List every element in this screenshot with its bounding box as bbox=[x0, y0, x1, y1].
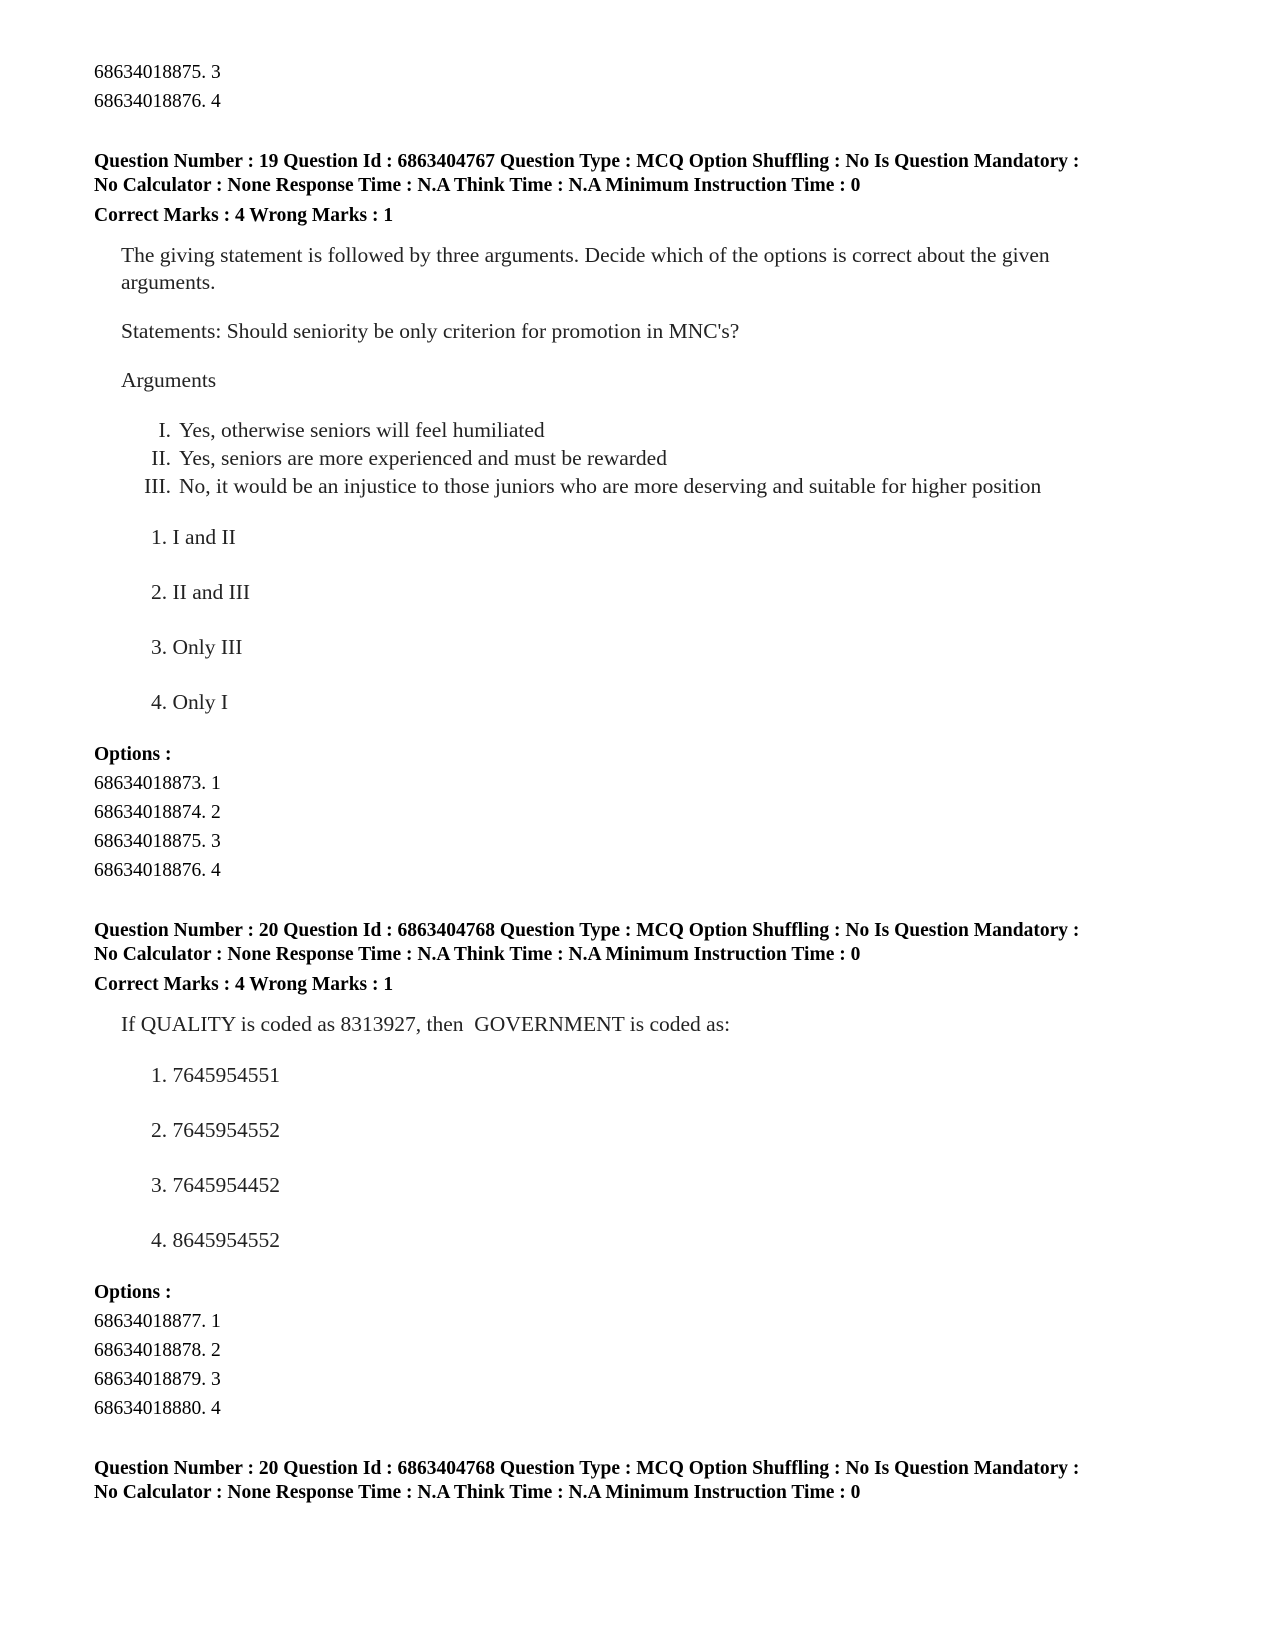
arguments-list bbox=[121, 416, 1204, 500]
question-intro-line: arguments. bbox=[121, 270, 216, 294]
argument-number: I. bbox=[158, 418, 171, 442]
answer-choice: 1. I and II bbox=[151, 525, 236, 549]
option-line: 68634018880. 4 bbox=[94, 1398, 221, 1419]
argument-text: Yes, otherwise seniors will feel humiliated bbox=[179, 418, 545, 442]
question-meta: No Calculator : None Response Time : N.A Think Time : N.A Minimum Instruction Time : 0 bbox=[94, 1482, 861, 1503]
answer-choice: 1. 7645954551 bbox=[151, 1063, 280, 1087]
argument-number: II. bbox=[151, 446, 171, 470]
question-meta: Question Number : 19 Question Id : 6863404767 Question Type : MCQ Option Shuffling : No Is Question Mandatory : bbox=[94, 151, 1080, 172]
answer-choice: 2. 7645954552 bbox=[151, 1118, 280, 1142]
option-line: 68634018876. 4 bbox=[94, 91, 221, 112]
option-line: 68634018875. 3 bbox=[94, 62, 221, 83]
option-line: 68634018879. 3 bbox=[94, 1369, 221, 1390]
arguments-label: Arguments bbox=[121, 368, 217, 392]
document-page bbox=[94, 58, 1204, 1505]
argument-item bbox=[121, 444, 1204, 472]
answer-choice: 4. 8645954552 bbox=[151, 1228, 280, 1252]
argument-text: No, it would be an injustice to those juniors who are more deserving and suitable for higher position bbox=[179, 474, 1042, 498]
option-line: 68634018877. 1 bbox=[94, 1311, 221, 1332]
question-meta: Question Number : 20 Question Id : 6863404768 Question Type : MCQ Option Shuffling : No Is Question Mandatory : bbox=[94, 920, 1080, 941]
question-text: If QUALITY is coded as 8313927, then GOVERNMENT is coded as: bbox=[121, 1012, 731, 1036]
answer-choice: 3. Only III bbox=[151, 635, 243, 659]
argument-number: III. bbox=[144, 474, 171, 498]
question-marks: Correct Marks : 4 Wrong Marks : 1 bbox=[94, 205, 394, 226]
question-intro-line: The giving statement is followed by three arguments. Decide which of the options is correct about the given bbox=[121, 243, 1050, 267]
option-line: 68634018878. 2 bbox=[94, 1340, 221, 1361]
options-label: Options : bbox=[94, 744, 172, 765]
question-body bbox=[121, 1011, 1204, 1268]
question-statement: Statements: Should seniority be only criterion for promotion in MNC's? bbox=[121, 319, 740, 343]
question-20 bbox=[94, 919, 1204, 1423]
question-body bbox=[121, 242, 1204, 730]
argument-item bbox=[121, 472, 1204, 500]
answer-choice: 3. 7645954452 bbox=[151, 1173, 280, 1197]
option-line: 68634018876. 4 bbox=[94, 860, 221, 881]
question-20-repeat bbox=[94, 1457, 1204, 1505]
options-label: Options : bbox=[94, 1282, 172, 1303]
answer-choice: 2. II and III bbox=[151, 580, 251, 604]
question-intro bbox=[121, 242, 1204, 296]
carryover-options bbox=[94, 58, 1204, 116]
question-19 bbox=[94, 150, 1204, 885]
argument-text: Yes, seniors are more experienced and must be rewarded bbox=[179, 446, 667, 470]
option-line: 68634018874. 2 bbox=[94, 802, 221, 823]
question-meta: Question Number : 20 Question Id : 6863404768 Question Type : MCQ Option Shuffling : No Is Question Mandatory : bbox=[94, 1458, 1080, 1479]
question-marks: Correct Marks : 4 Wrong Marks : 1 bbox=[94, 974, 394, 995]
argument-item bbox=[121, 416, 1204, 444]
answer-choices bbox=[121, 1048, 1204, 1268]
answer-choice: 4. Only I bbox=[151, 690, 229, 714]
question-meta: No Calculator : None Response Time : N.A Think Time : N.A Minimum Instruction Time : 0 bbox=[94, 175, 861, 196]
question-meta: No Calculator : None Response Time : N.A Think Time : N.A Minimum Instruction Time : 0 bbox=[94, 944, 861, 965]
answer-choices bbox=[121, 510, 1204, 730]
option-line: 68634018875. 3 bbox=[94, 831, 221, 852]
option-line: 68634018873. 1 bbox=[94, 773, 221, 794]
